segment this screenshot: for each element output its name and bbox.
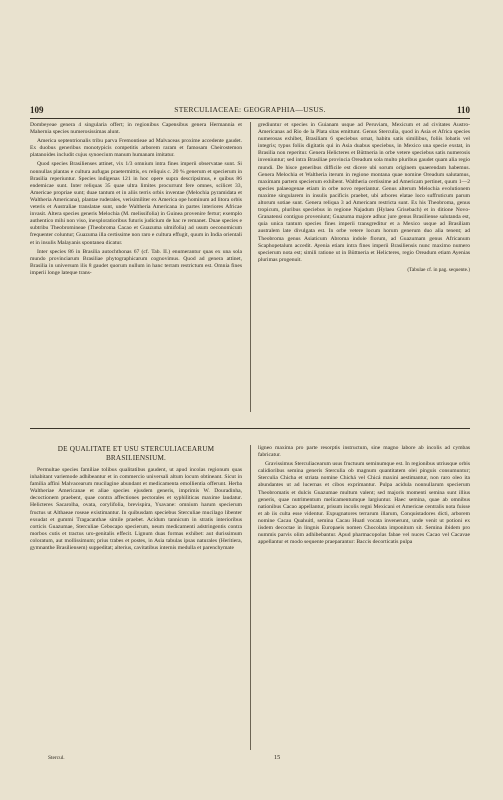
- paragraph: Dombeyeae genera 4 singularia offert; in regionibus Capensibus genera Hermannia et Mahernia species numerosissimas alunt.: [30, 122, 242, 136]
- paragraph: Gravissimus Sterculiacearum usus fructuum seminumque est. In regionibus utriusque orbis calidioribus semina generis Sterculia ob magnum quantitatem olei pinguis consumuntur; Sterculia Chicha et striata nomine Chichá vel Chicá maxini aestimantur, non raro oleo ita abundantes ut ad lucernas et cibos exprimantur. Pulpa acidula nonnullarum specierum Theobromatis et dulcis Guazumae multum valent; sed majoris momenti semina sunt illius generis, quae nutrimentum melicamentumque largiuntur. Haec semina, quae ab omnibus nationibus Cacao appellantur, prisum incolis regni Mexicani et Americae centralis nota fuisse et ab iis culta esse videntur. Expugnatores terrarum illarum, Conquistadores dicti, arborem nomine Cacau Quahuitl, semina Cacau Huatl vocata invenerunt, unde venit ut potioni ex iisdem decoctae in lingnis Europaeis nomen Chocolata imponitum sit. Semina ibidem pro nummis parvis olim adhibebantur. Apud pharmacopolas fabae vel nuces Cacao vel Cacavae appellantur et modo sequente praeparantur: Baccis decorticatis pulpa: [258, 461, 470, 546]
- page-number-left: 109: [30, 105, 44, 115]
- top-left-column: [30, 122, 242, 412]
- paragraph: grediuntur et species in Guianam usque ad Peruviam, Mexicum et ad civitates Austro-Americanas ad Rio de la Plata sitas emittunt. Genus Sterculia, quod in Asia et Africa species numerosas exhibet, Brasiliam 6 speciebus ornat, habitu satis similibus, foliis lobatis vel integris; typus foliis digitatis qui in Asia duabus speciebus, in Mexico una specie exstat, in Brasilia non reperitur. Genera Helicteres et Büttneria in orbe vetere speciebus satis numerosis inveniuntur; sed intra Brasiliae provincia Oreadum sola multo pluribus gaudet quam alia regio mundi. De hisce generibus difficile est dicere ubi sorum originem quaerendam habemus. Genera Melochia et Waltheria iterum in regione montana quae nomine Oreadum salutamus, maximam partem specierum exhibent. Waltheria certissime ad Americam pertinet, quum 1—2 species palaeogenae etiam in orbe novo reperiantur. Genus alterum Melochia evolutionem maxime singularem in insulis pacificis praebet, ubi arbores elatae loco suffruticum parum altorum sotiae sunt. Genera reliqua 3 ad Americam restricta sunt. Ex his Theobroma, genus tropicum, pluribus speciebus in regione Najadum (Hylaea Grisebach) et in ditione Novo-Granatensi contiguo proveniunt; Guazuma majore adhuc jure genus Brasiliense salutanda est, quia unica tantum species fines imperii transgreditur et a Mexico usque ad Brasiliam australem late divulgata est. In orbe vetere locum horum generum duo alia tenent; ad Theobroma genus Asiaticum Abroma indole florum, ad Guazumam genus Africanum Scaphopetalum accedit. Ayenia etiam intra fines imperii Brasiliensis nunc maximo numero specierum nota est; simili ratione ut in Büttneria et Helicteres, regio Oreadum etiam Ayenias plurimas progenuit.: [258, 122, 470, 263]
- paragraph: Permultae species familiae tolibus qualitatibus gaudent, ut apud incolas regionum quas inhabitant variemode adhibeantur et in commercio universali altum locum obtineant. Sicut in familia affini Malvacearum mucilagine abundant et medicamenta emollientia offerunt. Herba Waltheriae Americanae et aliae species ejusdem generis, imprimis W. Douradinha, decoctionem praebent, quae contra affectiones pectorales et syphiliticas maxime laudatur. Helicteres Sacarolha, ovata, corylifolia, brevispira, Ysavane: omnium harum specierum fructus ut Althaeae roseae existimantur. In quibusdam speciebus Sterculiae mucilago libenter exsudat et gummi Tragacanthae simile praebet. Acidum tannicum in stratis interioribus corticis Guazumae, Sterculiae Cebocapo specierum, neum medicamenti adstringentis contra morbos cutis et tractus uro-genitalis effecit. Lignum duas formas exhibet: aut durissimum coloratum, aut mollissimum; prius trabes et postes, in Asia tabulas ipsas naturales (Heritiera, gymnanthe Brasiliensem) suppeditat; alterius, cavitatibus internis medulla et parenchymate: [30, 467, 242, 552]
- signature-mark: Stercul.: [48, 755, 65, 761]
- column-divider: [250, 445, 251, 750]
- running-header: [30, 104, 470, 116]
- bottom-left-column: [30, 445, 242, 750]
- sheet-number: 15: [274, 754, 281, 761]
- paragraph: Inter species 86 in Brasilia autochthonas 67 (cf. Tab. II.) enumerantur quas ex una sola mundo provinciarum Brasiliae phytographicarum cognovimus. Quod ad genera attinet, Brasilia in universum ilis 8 gaudet quorum nullum in hanc terram restrictum est. Omnia fines imperii longe lateque trans-: [30, 248, 242, 276]
- paragraph: Quod species Brasilienses attinet, vix 1/3 omnium intra fines imperii observatae sunt. Si nonnullas plantas e cultura aufugas praetermittis, ex reliquis c. 20 % generum et specierum in Brasilia reperiuntur. Species indigenas 121 in hoc opere supra descripsimus, e quibus 86 endemicae sunt. Inter reliquas 35 quae ultra limites procurrunt fere omnes, scilicet 33, Americae propriae sunt; duae tantum et in aliis terris orbis inventae (Melochia pyramidata et Waltheria Americana), plantae ruderales, verisimiliter ex America ope hominum ad litora orbis veteris et Australiae translatae sunt, unde Waltheria Americana in partes interiores Africae invasit. Altera species generis Melochia (M. melissifolia) in Guinea provenire fertur; exemplo authentico mihi non viso, inexploratioribus futuris judicium de hac re remanet. Duae species e subtribu Theobromineae (Theobroma Cacao et Guazuma ulmifolia) ad usum oeconomicum frequenter coluntur; Guazuma illa certissime non raro e cultura effugit, quum in India orientali et in insulis Malayanis spontanea dicatur.: [30, 161, 242, 246]
- paragraph: ligneo maxima pro parte resorptis instructum, sine magno labore ab incolis ad cymbas fabricatur.: [258, 445, 470, 459]
- header-rule: [30, 118, 470, 119]
- section-title: DE QUALITATE ET USU STERCULIACEARUM BRASILIENSIUM.: [57, 445, 215, 462]
- page-number-right: 110: [456, 105, 470, 115]
- section-separator: [30, 428, 470, 429]
- bottom-right-column: [258, 445, 470, 750]
- top-right-column: [258, 122, 470, 412]
- paragraph: America septentrionalis tribu parva Fremontieae ad Malvaceas proxime accedente gaudet. Ex duobus generibus monotypicis competitis arborem raram et famosam Cheirostemon platanoides includit cujus synoecium manum humanam imitatur.: [30, 138, 242, 159]
- column-divider: [250, 122, 251, 412]
- running-title: STERCULIACEAE: GEOGRAPHIA—USUS.: [174, 105, 326, 114]
- continued-note: (Tabulae cf. in pag. sequente.): [407, 266, 470, 273]
